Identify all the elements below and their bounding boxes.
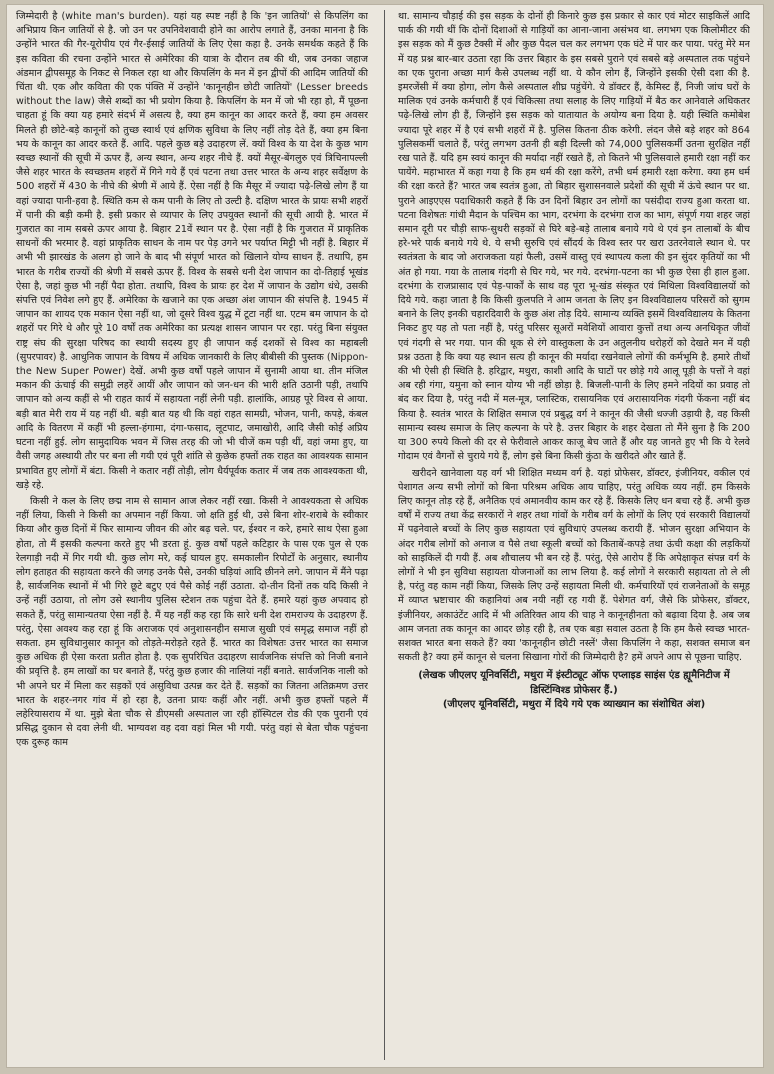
article-paragraph: जिम्मेदारी है (white man's burden). यहां यह स्पष्ट नहीं है कि 'इन जातियों' से किपलिंग का अभिप्राय किन जातियों से है. जो उन पर उपनिवेशवादी होने का आरोप लगाते हैं, उनका मानना है कि उन्होंने भारत की गैर-यूरोपीय एवं गैर-ईसाई जातियों के लिए ऐसा कहा है. उनके समर्थक कहते हैं कि इस कविता की रचना उन्होंने भारत से अमेरिका की यात्रा के दौरान तब की थी, जब उनका जहाज अंडमान द्वीपसमूह के निकट से निकल रहा था और किपलिंग के मन में इन द्वीपों की आदिम जातियों की चिंता थी. एक और कविता की एक पंक्ति में उन्होंने 'कानूनहीन छोटी जातियों' (Lesser breeds without the law) जैसे शब्दों का भी प्रयोग किया है. किपलिंग के मन में जो भी रहा हो, मैं पूछना चाहता हूं कि क्या यह हमारे संदर्भ में असत्य है, क्या हम कानून का आदर करते हैं, क्या हम अवसर मिलते ही छोटे-बड़े कानूनों को तुच्छ स्वार्थ एवं क्षणिक सुविधा के लिए नहीं तोड़ देते हैं, क्या हम बिना भय के कानून का आदर करते हैं. आदि. पहले कुछ बड़े उदाहरण लें. क्यों विश्व के या देश के कुछ भाग स्वच्छ स्थानों की सूची में ऊपर हैं, अन्य स्थान, अन्य शहर नीचे हैं. क्यों मैसूर-बेंगलुरु एवं त्रिचिनापल्ली जैसे शहर भारत के स्वच्छतम शहरों में गिने गये हैं एवं पटना तथा उत्तर भारत के अन्य शहर सर्वेक्षण के 500 शहरों में 430 के नीचे की श्रेणी में आये हैं. ऐसा नहीं है कि मैसूर में ज्यादा पढ़े-लिखे लोग हैं या वहां ज्यादा पानी-हवा है. स्थिति कम से कम पानी के लिए तो उल्टी है. दक्षिण भारत के प्रायः सभी शहरों में पानी की बड़ी कमी है. इसी प्रकार से व्यापार के लिए उपयुक्त स्थानों की सूची आयी है. भारत में गुजरात का नाम सबसे ऊपर आया है. बिहार 21वें स्थान पर है. ऐसा नहीं है कि गुजरात में प्राकृतिक साधनों की भरमार है. वहां प्राकृतिक साधन के नाम पर पेड़ उगने भर पर्याप्त मिट्टी भी नहीं है. बिहार में अभी भी झारखंड के अलग हो जाने के बाद भी संपूर्ण भारत को खिलाने योग्य साधन हैं. तथापि, हम भारत के गरीब राज्यों की श्रेणी में सबसे ऊपर हैं. विश्व के सबसे धनी देश जापान का दो-तिहाई भूखंड ऐसा है, जहां कुछ भी नहीं पैदा होता. तथापि, विश्व के प्रायः हर देश में जापान के उद्योग धंधे, उसकी संपत्ति एवं निवेश लगे हुए हैं. अमेरिका के खजाने का एक अच्छा अंश जापान की संपत्ति है. 1945 में जापान का शायद एक मकान ऐसा नहीं था, जो दूसरे विश्व युद्ध में टूटा नहीं था. एटम बम जापान के दो शहरों पर गिरे थे और पूरे 10 वर्षों तक अमेरिका का प्रत्यक्ष शासन जापान पर रहा. परंतु बिना संयुक्त राष्ट्र संघ की सुरक्षा परिषद का स्थायी सदस्य हुए ही जापान कई दशकों से विश्व का महाबली (सुपरपावर) है. आधुनिक जापान के विषय में अधिक जानकारी के लिए बीबीसी की पुस्तक (Nippon- the New Super Power) देखें. अभी कुछ वर्षों पहले जापान में सुनामी आया था. तीन मंजिल मकान की ऊंचाई की समुद्री लहरें आयीं और जापान को जन-धन की भारी क्षति उठानी पड़ी, तथापि जापान को अन्य कहीं से भी राहत कार्य में सहायता नहीं लेनी पड़ी. हालांकि, आग्रह पूरे विश्व से आया. बड़ी बात मेरी राय में यह नहीं थी. बड़ी बात यह थी कि वहां राहत सामग्री, भोजन, पानी, कपड़े, कंबल आदि के वितरण में कहीं भी हल्ला-हंगामा, दंगा-फसाद, लूटपाट, जमाखोरी, आदि जैसी कोई अप्रिय घटना नहीं हुई. लोग सामुदायिक भवन में जिस तरह की जो भी चीजें कम पड़ी थीं, वहां जमा हुए, या वैसी जगह अस्थायी तौर पर बना ली गयी एवं पूरी शांति से कुछेक हफ्तों तक राहत का आवश्यक सामान प्रभावित हुए लोगों में बंटा. किसी ने कतार नहीं तोड़ी, लोग धैर्यपूर्वक कतार में जब तक आवश्यकता थी, खड़े रहे. xyxy=(16,11,368,491)
article-left-column xyxy=(16,10,368,1062)
article-right-column xyxy=(398,10,750,1062)
column-divider xyxy=(384,10,385,1060)
author-bio: (लेखक जीएलए यूनिवर्सिटी, मथुरा में इंस्टीट्यूट ऑफ एप्लाइड साइंस एंड ह्यूमैनिटीज में डिस्टिंग्विश्ड प्रोफेसर हैं.) xyxy=(418,670,730,696)
article-paragraph: खरीदने खानेवाला यह वर्ग भी शिक्षित मध्यम वर्ग है. यहां प्रोफेसर, डॉक्टर, इंजीनियर, वकील एवं पेशागत अन्य सभी लोगों को बिना परिश्रम अधिक आय चाहिए, परंतु अधिक व्यय नहीं. हम किसके लिए कानून तोड़ रहे हैं, अनैतिक एवं अमानवीय काम कर रहे हैं. किसके लिए धन बचा रहे हैं. अभी कुछ वर्षों में राज्य तथा केंद्र सरकारों ने शहर तथा गांवों के गरीब वर्ग के लोगों के लिए एवं सरकारी विद्यालयों में पढ़नेवाले बच्चों के लिए कुछ सहायता एवं सुविधाएं उपलब्ध करायी हैं. भोजन सुरक्षा अभियान के अंदर गरीब लोगों को अनाज व पैसे तथा स्कूली बच्चों को किताबें-कपड़े तथा ऊंची कक्षा की लड़कियों को साइकिलें दी गयी हैं. अब शौचालय भी बन रहे हैं. परंतु, ऐसे आरोप हैं कि अपेक्षाकृत संपन्न वर्ग के लोगों ने भी इन सुविधा सहायता योजनाओं का लाभ लिया है. कई लोगों ने सरकारी सहायता तो ले ली है, परंतु वह काम नहीं किया, जिसके लिए उन्हें सहायता मिली थी. कर्मचारियों एवं राजनेताओं के समूह में व्याप्त भ्रष्टाचार की कहानियां अब नयी नहीं रह गयी हैं. पेशेगत वर्ग, जैसे कि प्रोफेसर, डॉक्टर, इंजीनियर, अकाउंटेंट आदि में भी अतिरिक्त आय की चाह ने कानूनहीनता को बढ़ावा दिया है. अब जब आम जनता तक कानून का आदर छोड़ रही है, तब एक बड़ा सवाल उठता है कि हम कैसे स्वच्छ भारत-सशक्त भारत बना सकते हैं? क्या 'कानूनहीन छोटी नस्लें' जैसा किपलिंग ने कहा, सशक्त समाज बन सकती है? क्या हमें कानून से चलना सिखाना गोरों की जिम्मेदारी है? हमें अपने आप से पूछना चाहिए. xyxy=(398,467,750,664)
newspaper-clipping xyxy=(6,4,764,1068)
source-note: (जीएलए यूनिवर्सिटी, मथुरा में दिये गये एक व्याख्यान का संशोधित अंश) xyxy=(442,699,706,711)
article-paragraph: था. सामान्य चौड़ाई की इस सड़क के दोनों ही किनारे कुछ इस प्रकार से कार एवं मोटर साइकिलें आदि पार्क की गयी थीं कि दोनों दिशाओं से गाड़ियों का आना-जाना असंभव था. लगभग एक किलोमीटर की इस सड़क को मैं कुछ टैक्सी में और कुछ पैदल चल कर लगभग एक घंटे में पार कर पाया. परंतु मेरे मन में यह प्रश्न बार-बार उठता रहा कि उत्तर बिहार के इस सबसे पुराने एवं सबसे बड़े अस्पताल तक पहुंचने का एक पुराना अच्छा मार्ग कैसे उपलब्ध नहीं था. ये कौन लोग हैं, जिन्होंने इसकी ऐसी दशा की है. इमरजेंसी में क्या होगा, लोग कैसे अस्पताल शीघ्र पहुंचेंगे. ये डॉक्टर हैं, केमिस्ट हैं, निजी जांच घरों के मालिक एवं उनके कर्मचारी हैं एवं चिकित्सा तथा सलाह के लिए गाड़ियों में बैठ कर आनेवाले अधिकतर पढ़े-लिखे लोग ही हैं, जिन्होंने इस सड़क को यातायात के अयोग्य बना दिया है. यही स्थिति कमोबेश ज्यादा पूरे शहर में है एवं सभी शहरों में है. पुलिस कितना ठीक करेगी. लंदन जैसे बड़े शहर को 864 पुलिसकर्मी चलाते हैं, परंतु लगभग उतनी ही बड़ी दिल्ली को 74,000 पुलिसकर्मी उतना सुरक्षित नहीं रख पाते हैं. यदि हम स्वयं कानून की मर्यादा नहीं रखते हैं, तो कितने भी पुलिसवाले हमारी रक्षा नहीं कर पायेंगे. महाभारत में कहा गया है कि हम धर्म की रक्षा करेंगे, तभी धर्म हमारी रक्षा करेगा. क्या हम धर्म की रक्षा करते हैं? भारत जब स्वतंत्र हुआ, तो बिहार सुशासनवाले प्रदेशों की सूची में ऊंचे स्थान पर था. पुराने आइएएस पदाधिकारी कहते हैं कि उन दिनों बिहार उन लोगों का पसंदीदा राज्य हुआ करता था. पटना विशेषतः गांधी मैदान के पश्चिम का भाग, दरभंगा के दरभंगा राज का भाग, संपूर्ण गया शहर जहां समान दूरी पर चौड़ी साफ-सुथरी सड़कों से घिरे बड़े-बड़े तालाब बनाये गये थे एवं इन तालाबों के बीच हरे-भरे पार्क बनाये गये थे. ये सभी सुरुचि एवं सौंदर्य के विश्व स्तर पर खरा उतरनेवाले स्थान थे. पर स्वतंत्रता के बाद जो अराजकता यहां फैली, उसमें वास्तु एवं स्थापत्य कला की इन सुंदर कृतियों का भी अंत हो गया. गया के तालाब गंदगी से घिर गये, भर गये. दरभंगा-पटना का भी कुछ ऐसा ही हाल हुआ. दरभंगा के राजप्रासाद एवं पेड़-पार्कों के साथ वह पूरा भू-खंड संस्कृत एवं मिथिला विश्वविद्यालयों को दिये गये. कहा जाता है कि किसी कुलपति ने आम जनता के लिए इन विश्वविद्यालय परिसरों को सुगम बनाने के लिए इनकी चहारदिवारी के कुछ अंश तोड़ दिये. सामान्य व्यक्ति इसमें विश्वविद्यालय के कितना निकट हुए यह तो पता नहीं है, परंतु परिसर सूअरों मवेशियों आवारा कुत्तों तथा अन्य अनधिकृत जीवों एवं गंदगी से भर गया. पान की थूक से रंगे वास्तुकला के उन अतुलनीय धरोहरों को देखते मन में यही प्रश्न उठता है कि क्या यह स्थान सत्य ही कानून की मर्यादा रखनेवाले लोगों की कर्मभूमि है. हमारे तीर्थों की भी ऐसी ही स्थिति है. हरिद्वार, मथुरा, काशी आदि के घाटों पर छोड़े गये आलू पूड़ी के पत्तों ने वहां अब रही गंगा, यमुना को स्नान योग्य भी नहीं छोड़ा है. बिजली-पानी के लिए हमने नदियों का प्रवाह तो बंद कर दिया है, परंतु नदी में मल-मूत्र, प्लास्टिक, रासायनिक एवं अरासायनिक गंदगी फेंकना नहीं बंद किया है. स्वतंत्र भारत के शिक्षित समाज एवं प्रबुद्ध वर्ग ने कानून की जैसी धज्जी उड़ायी है, वह किसी सामान्य स्वस्थ समाज के लिए कल्पना के परे है. उत्तर बिहार के शहर देखता तो मैंने सुना है कि 200 या 300 रुपये किलो की दर से फेरीवाले आकर काजू बेच जाते हैं और यह जानते हुए भी कि ये रेलवे गोदाम एवं वैगनों से चुराये गये हैं, लोग इसे बिना किसी कुंठा के खरीदते और खाते हैं. xyxy=(398,11,750,463)
article-paragraph: किसी ने कल के लिए छद्म नाम से सामान आज लेकर नहीं रखा. किसी ने आवश्यकता से अधिक नहीं लिया, किसी ने किसी का अपमान नहीं किया. जो क्षति हुई थी, उसे बिना शोर-शराबे के स्वीकार किया और कुछ दिनों में फिर सामान्य जीवन की ओर बढ़ चले. पर, ईश्वर न करे, हमारे साथ ऐसा हुआ होता, तो मैं इसकी कल्पना करते हुए भी डरता हूं. कुछ वर्षों पहले कटिहार के पास एक पुल से एक रेलगाड़ी नदी में गिर गयी थी. कुछ लोग मरे, कई घायल हुए. समकालीन रिपोर्टों के अनुसार, स्थानीय लोग हताहत की सहायता करने की जगह उनके पैसे, उनकी घड़ियां आदि छीनने लगे. जापान में मैंने पढ़ा है, सार्वजनिक स्थानों में भी गिरे छूटे बटुए एवं पैसे कोई नहीं उठाता. दो-तीन दिनों तक यदि किसी ने उन्हें नहीं उठाया, तो लोग उसे स्थानीय पुलिस स्टेशन तक पहुंचा देते हैं. हमारे यहां कुछ अपवाद हो सकते हैं, परंतु सामान्यतया ऐसा नहीं है. मैं यह नहीं कह रहा कि सारे धनी देश रामराज्य के उदाहरण हैं. परंतु, ऐसा अवश्य कह रहा हूं कि अराजक एवं अनुशासनहीन समाज सुखी एवं समृद्ध समाज नहीं हो सकता. हम सुविधानुसार कानून को तोड़ते-मरोड़ते रहते हैं. भारत का विशेषतः उत्तर भारत का समाज कुछ अधिक ही ऐसा करता प्रतीत होता है. एक सुपरिचित उदाहरण सार्वजनिक संपत्ति को निजी बनाने की प्रवृत्ति है. हम लाखों का घर बनाते हैं, परंतु कुछ हजार की नालियां नहीं बनाते. सार्वजनिक नाली को भी अपने घर में मिला कर सड़कों एवं असुविधा उत्पन्न कर देते हैं. सड़कों का जितना अतिक्रमण उत्तर भारत के शहर-नगर गांव में हो रहा है, उतना प्रायः कहीं और नहीं. अभी कुछ हफ्तों पहले मैं लहेरियासराय में था. मुझे बेता चौक से डीएमसी अस्पताल जा रही हॉस्पिटल रोड की एक पुरानी एवं प्रसिद्ध दुकान से दवा लेनी थी. भाग्यवश वह दवा वहां मिल भी गयी. परंतु वहां से बेता चौक पहुंचना एक दुरूह काम xyxy=(16,495,368,749)
